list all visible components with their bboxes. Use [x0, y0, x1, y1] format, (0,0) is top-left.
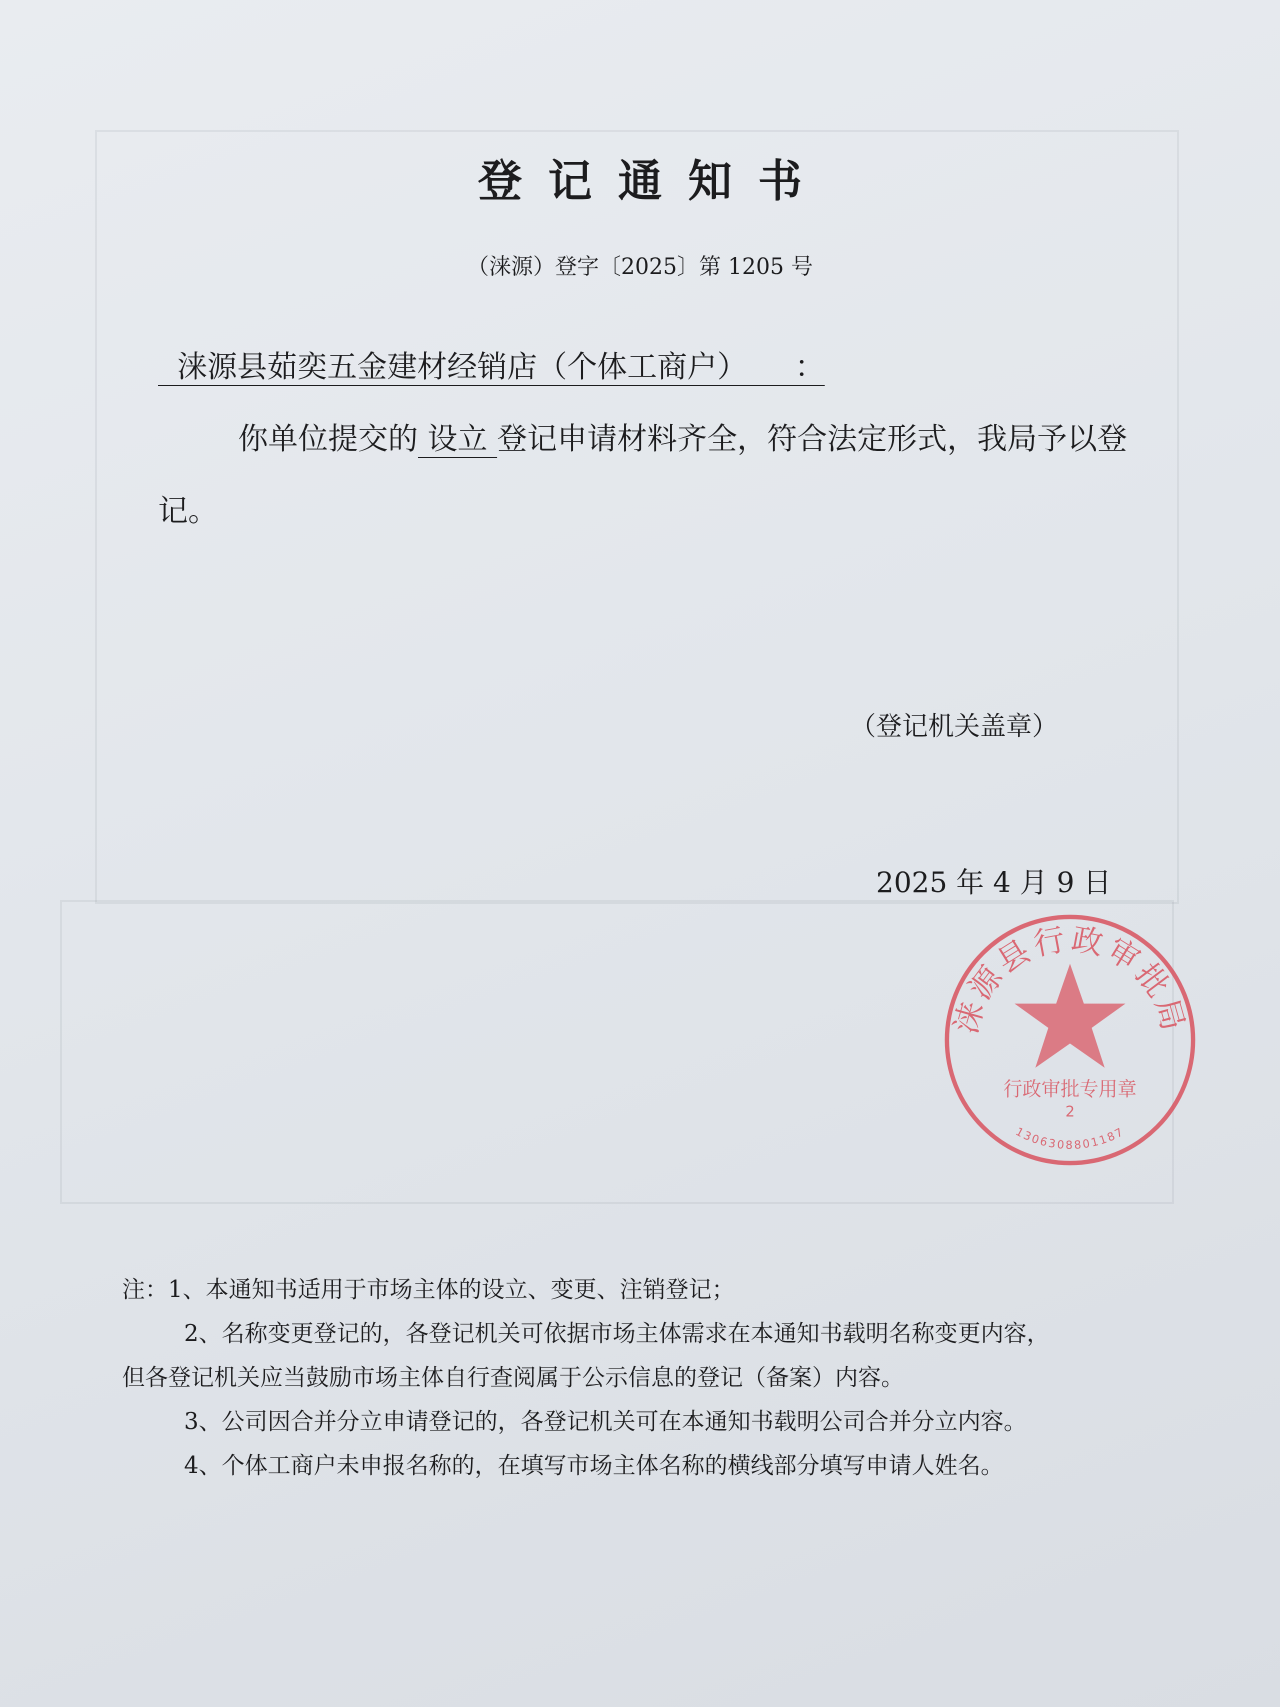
body-prefix: 你单位提交的	[238, 422, 418, 457]
seal-purpose: 行政审批专用章	[1003, 1078, 1137, 1101]
official-seal	[940, 910, 1200, 1170]
seal-note: （登记机关盖章）	[850, 712, 1059, 742]
notice-body	[158, 404, 1148, 548]
page-title: 登记通知书	[478, 156, 828, 207]
note-item: 2、名称变更登记的，各登记机关可依据市场主体需求在本通知书载明名称变更内容，	[184, 1321, 1050, 1347]
body-suffix: 登记申请材料齐全，符合法定形式，我局予以登记。	[158, 422, 1128, 529]
svg-text:1306308801187	[1013, 1125, 1126, 1152]
star-icon	[1015, 964, 1126, 1068]
seal-org-name: 涞源县行政审批局	[948, 921, 1192, 1038]
seal-code: 1306308801187	[1013, 1125, 1127, 1152]
note-item: 注：1、本通知书适用于市场主体的设立、变更、注销登记；	[122, 1277, 735, 1303]
registration-type: 设立	[418, 422, 498, 457]
note-item: 4、个体工商户未申报名称的，在填写市场主体名称的横线部分填写申请人姓名。	[184, 1453, 1004, 1479]
note-item: 但各登记机关应当鼓励市场主体自行查阅属于公示信息的登记（备案）内容。	[122, 1365, 904, 1391]
issue-date: 2025 年 4 月 9 日	[876, 866, 1112, 899]
note-item: 3、公司因合并分立申请登记的，各登记机关可在本通知书载明公司合并分立内容。	[184, 1409, 1027, 1435]
notes-section	[122, 1268, 1272, 1488]
recipient-name: 涞源县茹奕五金建材经销店（个体工商户） ：	[158, 350, 825, 385]
document-number: （涞源）登字〔2025〕第 1205 号	[467, 255, 813, 280]
seal-number: 2	[1065, 1103, 1075, 1121]
